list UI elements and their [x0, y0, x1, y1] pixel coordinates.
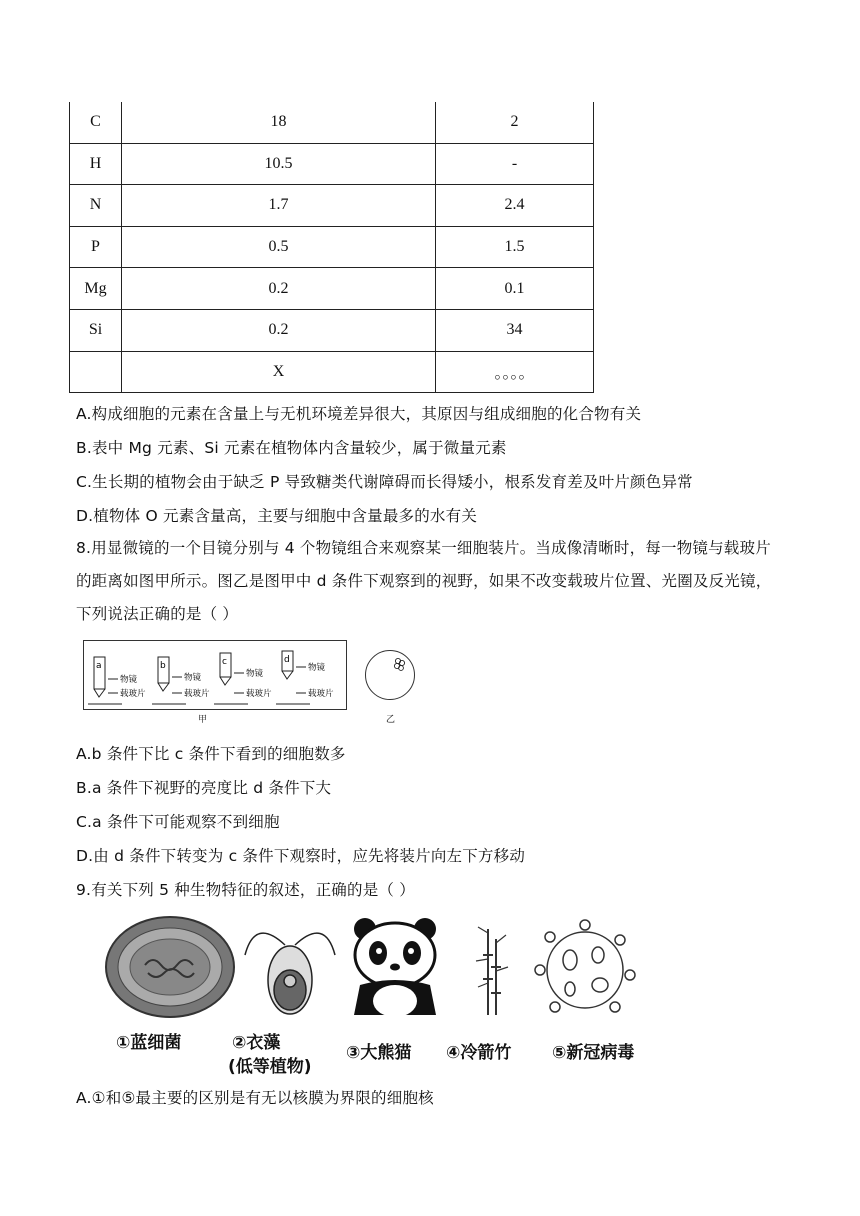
figure-yi-caption: 乙: [386, 715, 396, 725]
q8-option-a: A.b 条件下比 c 条件下看到的细胞数多: [76, 745, 346, 763]
objective-label: 物镜: [246, 669, 264, 679]
table-cell: 0.1: [436, 268, 594, 310]
table-cell: 1.5: [436, 226, 594, 268]
table-cell: 0.2: [122, 268, 436, 310]
table-cell: 0.2: [122, 309, 436, 351]
table-cell: Mg: [70, 268, 122, 310]
organism-label-1: ①蓝细菌: [116, 1033, 182, 1053]
table-row: [70, 351, 594, 393]
slide-label: 载玻片: [246, 689, 272, 699]
table-row: [70, 309, 594, 351]
q7-option-b: B.表中 Mg 元素、Si 元素在植物体内含量较少，属于微量元素: [76, 439, 507, 457]
table-cell: -: [436, 143, 594, 185]
table-cell: 2: [436, 102, 594, 143]
table-cell: [70, 351, 122, 393]
objective-lens-diagram: [84, 641, 346, 709]
objective-label: 物镜: [308, 663, 326, 673]
table-row: [70, 268, 594, 310]
organism-label-5: ⑤新冠病毒: [552, 1043, 635, 1063]
table-cell: C: [70, 102, 122, 143]
table-cell: N: [70, 185, 122, 227]
objective-label: 物镜: [120, 675, 138, 685]
slide-label: 载玻片: [184, 689, 210, 699]
q8-option-d: D.由 d 条件下转变为 c 条件下观察时，应先将装片向左下方移动: [76, 847, 526, 865]
organism-2-note: (低等植物): [228, 1057, 312, 1077]
figure-jia-objectives: [83, 640, 347, 710]
table-cell: 34: [436, 309, 594, 351]
lens-c-label: c: [222, 657, 227, 667]
slide-label: 载玻片: [120, 689, 146, 699]
table-cell: H: [70, 143, 122, 185]
figure-jia-caption: 甲: [198, 715, 208, 725]
table-cell: 18: [122, 102, 436, 143]
objective-label: 物镜: [184, 673, 202, 683]
organism-label-2: ②衣藻: [232, 1033, 281, 1053]
table-cell: 1.7: [122, 185, 436, 227]
q7-option-a: A.构成细胞的元素在含量上与无机环境差异很大，其原因与组成细胞的化合物有关: [76, 405, 642, 423]
table-row: [70, 185, 594, 227]
cyanobacteria-image: [106, 917, 234, 1017]
lens-a-label: a: [96, 661, 102, 671]
coronavirus-image: [535, 920, 635, 1012]
cells-in-view: [366, 651, 414, 699]
table-cell: 10.5: [122, 143, 436, 185]
table-cell: Si: [70, 309, 122, 351]
lens-b-label: b: [160, 661, 166, 671]
table-cell: 。。。。: [436, 351, 594, 393]
figure-yi-field-of-view: [365, 650, 415, 700]
q8-option-b: B.a 条件下视野的亮度比 d 条件下大: [76, 779, 332, 797]
table-cell: 0.5: [122, 226, 436, 268]
table-cell: 2.4: [436, 185, 594, 227]
table-cell: P: [70, 226, 122, 268]
chlamydomonas-image: [245, 933, 335, 1014]
q8-option-c: C.a 条件下可能观察不到细胞: [76, 813, 280, 831]
q9-option-a: A.①和⑤最主要的区别是有无以核膜为界限的细胞核: [76, 1089, 434, 1107]
organism-label-4: ④冷箭竹: [446, 1043, 512, 1063]
table-cell: X: [122, 351, 436, 393]
panda-image: [354, 918, 436, 1017]
q7-option-d: D.植物体 O 元素含量高，主要与细胞中含量最多的水有关: [76, 507, 478, 525]
table-row: [70, 226, 594, 268]
q8-stem: 8.用显微镜的一个目镜分别与 4 个物镜组合来观察某一细胞装片。当成像清晰时，每一物镜与载玻片的距离如图甲所示。图乙是图甲中 d 条件下观察到的视野，如果不改变载玻片位置、光圈及反光镜，下列说法正确的是（ ）: [76, 539, 772, 623]
organism-label-3: ③大熊猫: [346, 1043, 412, 1063]
table-row: [70, 102, 594, 143]
lens-d-label: d: [284, 655, 290, 665]
q7-option-c: C.生长期的植物会由于缺乏 P 导致糖类代谢障碍而长得矮小，根系发育差及叶片颜色异常: [76, 473, 693, 491]
q9-stem: 9.有关下列 5 种生物特征的叙述，正确的是（ ）: [76, 881, 415, 899]
table-row: [70, 143, 594, 185]
slide-label: 载玻片: [308, 689, 334, 699]
element-content-table: [69, 102, 594, 393]
organisms-figure: [100, 915, 660, 1025]
bamboo-image: [476, 927, 508, 1015]
